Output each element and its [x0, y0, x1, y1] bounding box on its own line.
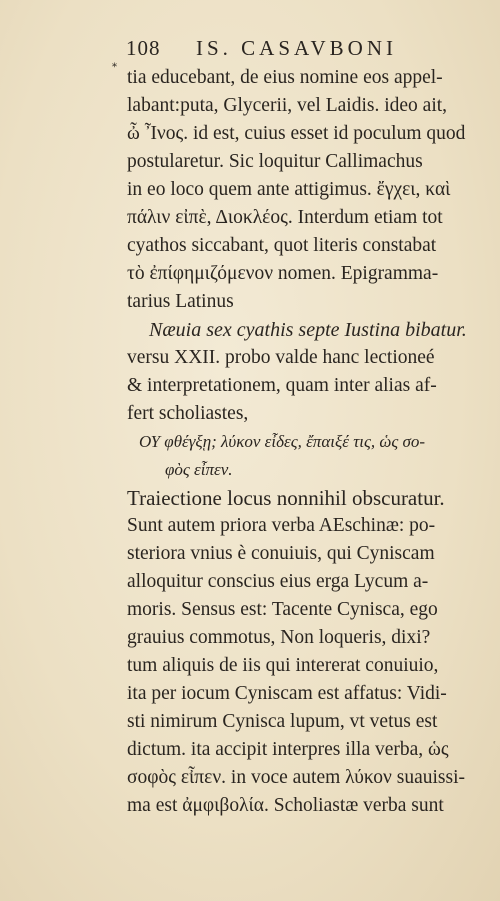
text-line: tarius Latinus: [127, 291, 234, 312]
page-header: [126, 36, 466, 66]
text-line: grauius commotus, Non loqueris, dixi?: [127, 627, 431, 648]
text-line: τὸ ἐπίφημιζόμενον nomen. Epigramma-: [127, 263, 439, 284]
greek-quotation: φὸς εἶπεν.: [165, 460, 233, 479]
margin-mark: *: [112, 62, 117, 73]
text-line: tum aliquis de iis qui intererat conuiuio,: [127, 655, 439, 676]
text-line: ὦ Ἶνος. id est, cuius esset id poculum quod: [127, 123, 466, 144]
text-line: πάλιν εἰπὲ, Διοκλέος. Interdum etiam tot: [127, 207, 443, 228]
text-line: alloquitur conscius eius erga Lycum a-: [127, 571, 429, 592]
text-line: ma est ἀμφιβολία. Scholiastæ verba sunt: [127, 795, 444, 816]
text-line: labant:puta, Glycerii, vel Laidis. ideo ait,: [127, 95, 448, 116]
text-line: tia educebant, de eius nomine eos appel-: [127, 67, 443, 88]
text-line: sti nimirum Cynisca lupum, vt vetus est: [127, 711, 438, 732]
running-head: IS. CASAVBONI: [196, 36, 397, 60]
text-line: ita per iocum Cyniscam est affatus: Vidi-: [127, 683, 447, 704]
body-text: [127, 64, 482, 820]
text-line: in eo loco quem ante attigimus. ἔγχει, καὶ: [127, 179, 451, 200]
page-number: 108: [126, 36, 161, 60]
text-line: & interpretationem, quam inter alias af-: [127, 375, 437, 396]
text-line: steriora vnius è conuiuis, qui Cyniscam: [127, 543, 435, 564]
text-line: versu XXII. probo valde hanc lectioneé: [127, 347, 435, 368]
text-line: Sunt autem priora verba AEschinæ: po-: [127, 515, 436, 536]
text-line: cyathos siccabant, quot literis constabat: [127, 235, 437, 256]
quoted-verse: Næuia sex cyathis septe Iustina bibatur.: [149, 319, 467, 341]
text-line: fert scholiastes,: [127, 403, 249, 424]
text-line: moris. Sensus est: Tacente Cynisca, ego: [127, 599, 438, 620]
text-line: Traiectione locus nonnihil obscuratur.: [127, 486, 445, 510]
text-line: dictum. ita accipit interpres illa verba, ὡς: [127, 739, 449, 760]
text-line: postularetur. Sic loquitur Callimachus: [127, 151, 423, 172]
greek-quotation: ΟΥ φθέγξῃ; λύκον εἶδες, ἔπαιξέ τις, ὡς σο-: [139, 432, 426, 451]
text-line: σοφὸς εἶπεν. in voce autem λύκον suauissi-: [127, 767, 465, 788]
